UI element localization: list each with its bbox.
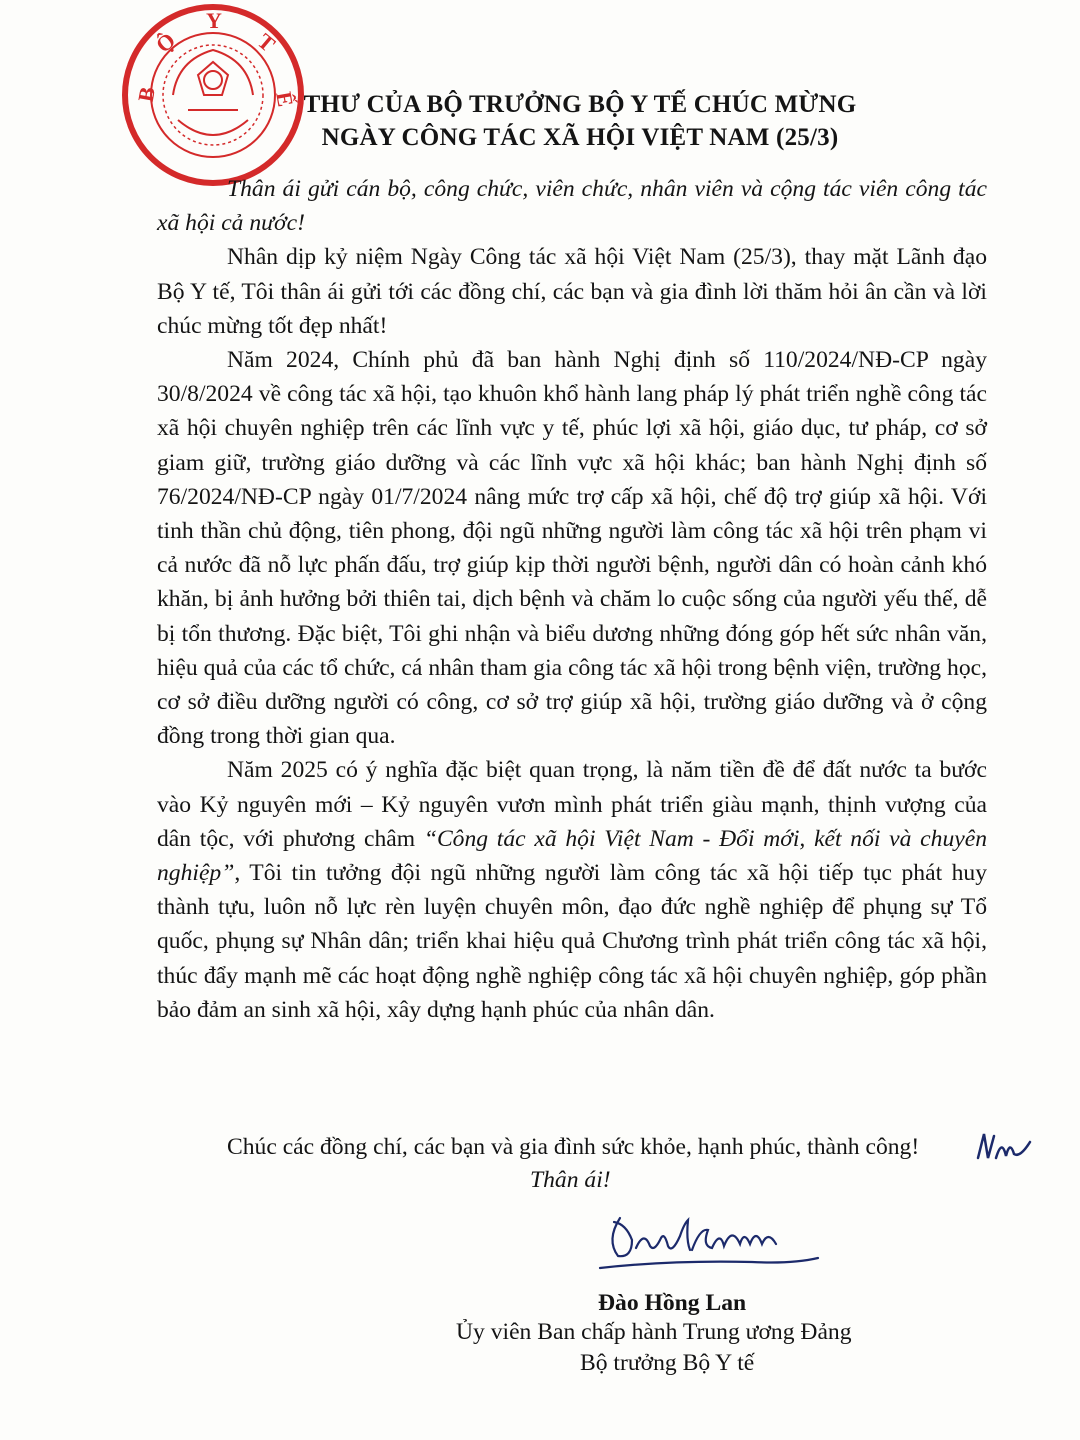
paragraph-1: Nhân dịp kỷ niệm Ngày Công tác xã hội Việt Nam (25/3), thay mặt Lãnh đạo Bộ Y tế, Tôi thân ái gửi tới các đồng chí, các bạn và gia đình lời thăm hỏi ân cần và lời chúc mừng tốt đẹp nhất! xyxy=(157,244,987,339)
letter-body xyxy=(157,172,987,1027)
signer-name: Đào Hồng Lan xyxy=(598,1290,747,1316)
farewell: Thân ái! xyxy=(530,1167,611,1193)
title-line-1: THƯ CỦA BỘ TRƯỞNG BỘ Y TẾ CHÚC MỪNG xyxy=(303,91,857,118)
paragraph-3-part-1: Năm 2025 có ý nghĩa đặc biệt quan trọng, là năm tiền đề để đất nước ta bước vào Kỷ nguyên mới – Kỷ nguyên vươn mình phát triển giàu mạnh, thịnh vượng của dân tộc, với phương châm xyxy=(157,757,987,852)
motto-quote: “Công tác xã hội Việt Nam - Đổi mới, kết nối và chuyên nghiệp” xyxy=(157,825,987,887)
signer-role-party: Ủy viên Ban chấp hành Trung ương Đảng xyxy=(456,1319,852,1345)
svg-text:Ộ: Ộ xyxy=(150,27,181,58)
title-line-2: NGÀY CÔNG TÁC XÃ HỘI VIỆT NAM (25/3) xyxy=(321,124,839,151)
svg-text:B: B xyxy=(132,84,160,104)
initials-mark xyxy=(974,1128,1034,1168)
paragraph-3-part-2: , Tôi tin tưởng đội ngũ những người làm công tác xã hội tiếp tục phát huy thành tựu, luôn nỗ lực rèn luyện chuyên môn, đạo đức nghề nghiệp để phụng sự Tổ quốc, phụng sự Nhân dân; triển khai hiệu quả Chương trình phát triển công tác xã hội, thúc đẩy mạnh mẽ các hoạt động nghề nghiệp công tác xã hội chuyên nghiệp, góp phần bảo đảm an sinh xã hội, xây dựng hạnh phúc của nhân dân. xyxy=(157,860,987,1023)
paragraph-3 xyxy=(157,753,987,1027)
svg-text:Y: Y xyxy=(206,8,222,33)
letter-title xyxy=(230,88,930,154)
svg-text:T: T xyxy=(252,28,281,57)
paragraph-2: Năm 2024, Chính phủ đã ban hành Nghị định số 110/2024/NĐ-CP ngày 30/8/2024 về công tác xã hội, tạo khuôn khổ hành lang pháp lý phát triển nghề công tác xã hội chuyên nghiệp trên các lĩnh vực y tế, phúc lợi xã hội, giáo dục, tư pháp, cơ sở giam giữ, trường giáo dưỡng và các lĩnh vực xã hội khác; ban hành Nghị định số 76/2024/NĐ-CP ngày 01/7/2024 nâng mức trợ cấp xã hội, chế độ trợ giúp xã hội. Với tinh thần chủ động, tiên phong, đội ngũ những người làm công tác xã hội trên phạm vi cả nước đã nỗ lực phấn đấu, trợ giúp kịp thời người bệnh, người dân có hoàn cảnh khó khăn, bị ảnh hưởng bởi thiên tai, dịch bệnh và chăm lo cuộc sống của người yếu thế, dễ bị tổn thương. Đặc biệt, Tôi ghi nhận và biểu dương những đóng góp hết sức nhân văn, hiệu quả của các tổ chức, cá nhân tham gia công tác xã hội trong bệnh viện, trường học, cơ sở điều dưỡng người có công, cơ sở trợ giúp xã hội, trường giáo dưỡng và ở cộng đồng trong thời gian qua. xyxy=(157,347,987,750)
signer-role-minister: Bộ trưởng Bộ Y tế xyxy=(580,1350,755,1376)
svg-text:Ế: Ế xyxy=(271,89,299,109)
greeting: Thân ái gửi cán bộ, công chức, viên chức, nhân viên và cộng tác viên công tác xã hội cả nước! xyxy=(157,176,987,237)
closing-wish: Chúc các đồng chí, các bạn và gia đình sức khỏe, hạnh phúc, thành công! xyxy=(227,1134,920,1160)
handwritten-signature xyxy=(592,1200,822,1280)
